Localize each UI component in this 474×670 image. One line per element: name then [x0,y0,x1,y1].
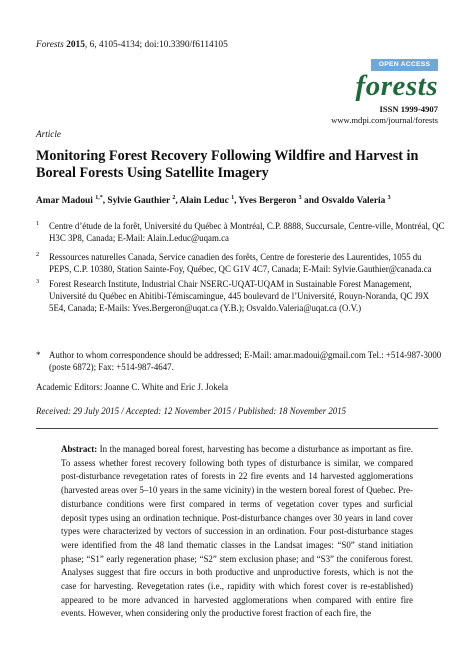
author-affiliation-marker: 3 [298,195,302,201]
abstract-block [61,443,413,621]
affiliation-number: 2 [36,251,40,258]
author-affiliation-marker: 1 [231,195,235,201]
author-name: Amar Madoui [36,196,93,207]
affiliation-text: Forest Research Institute, Industrial Chair NSERC-UQAT-UQAM in Sustainable Forest Management, Université du Québec en Abitibi-Témiscamingue, 445 boulevard de l’Université, Rouyn-Noranda, QC J9X 5E4, Canada; E-Mails: Yves.Bergeron@uqat.ca (Y.B.); Osvaldo.Valeria@uqat.ca (O.V.) [49,279,430,314]
author-name: Sylvie Gauthier [107,196,170,207]
issn-text: ISSN 1999-4907 [379,104,438,114]
author-affiliation-marker: 1,* [95,195,103,201]
open-access-badge: OPEN ACCESS [371,59,438,71]
correspondence-text: Author to whom correspondence should be addressed; E-Mail: amar.madoui@gmail.com Tel.: +514-987-3000 (poste 6872); Fax: +514-987-4647. [49,350,442,373]
journal-url[interactable]: www.mdpi.com/journal/forests [331,115,438,125]
author-affiliation-marker: 2 [172,195,176,201]
affiliation-number: 3 [36,278,40,285]
affiliation-item [36,278,446,315]
affiliation-number: 1 [36,220,40,227]
article-type: Article [36,129,62,139]
correspondence-marker: * [36,350,41,360]
citation-rest: , 6, 4105-4134; doi:10.3390/f6114105 [84,40,228,50]
journal-logo: forests [355,70,438,102]
affiliation-item [36,220,446,244]
affiliation-text: Ressources naturelles Canada, Service canadien des forêts, Centre de foresterie des Laurentides, 1055 du PEPS, C.P. 10380, Station Sainte-Foy, Québec, QC G1V 4C7, Canada; E-Mail: Sylvie.Gauthier@canada.ca [49,252,432,275]
divider-line [36,428,438,429]
citation-year: 2015 [66,40,85,50]
author-affiliation-marker: 3 [387,195,391,201]
publication-dates: Received: 29 July 2015 / Accepted: 12 November 2015 / Published: 18 November 2015 [36,406,347,416]
affiliation-text: Centre d’étude de la forêt, Université du Québec à Montréal, C.P. 8888, Succursale, Centre-ville, Montréal, QC H3C 3P8, Canada; E-Mail: Alain.Leduc@uqam.ca [49,221,445,244]
paper-title: Monitoring Forest Recovery Following Wildfire and Harvest in Boreal Forests Using Satellite Imagery [36,148,419,181]
citation-line [36,40,228,50]
abstract-text: In the managed boreal forest, harvesting has become a disturbance as important as fire. To assess whether forest recovery following both types of disturbance is similar, we compared post-disturbance revegetation rates of forests in 22 fire events and 14 harvested agglomerations (harvested areas over 5–10 years in the same vicinity) in the western boreal forest of Quebec. Pre-disturbance conditions were first compared in terms of vegetation cover types and surficial deposit types using an ordination technique. Post-disturbance changes over 30 years in land cover types were characterized by vectors of succession in an ordination. Four post-disturbance stages were identified from the 48 land thematic classes in the Landsat images: “S0” stand initiation phase; “S1” early regeneration phase; “S2” stem exclusion phase; and “S3” the coniferous forest. Analyses suggest that fire occurs in both productive and unproductive forests, which is not the case for harvesting. Revegetation rates (i.e., rapidity with which forest cover is re-established) appeared to be more advanced in harvested agglomerations when compared with entire fire events. However, when considering only the productive forest fraction of each fire, the [61,444,413,619]
author-name: Alain Leduc [179,196,229,207]
affiliation-item [36,251,446,275]
author-list: Amar Madoui $^{1,*}$, Sylvie Gauthier $^2$, Alain Leduc $^1$, Yves Bergeron $^3$ and Osvaldo Valeria $^3$ [36,195,391,207]
correspondence-note [36,349,446,373]
abstract-label: Abstract: [61,444,98,454]
academic-editors: Academic Editors: Joanne C. White and Eric J. Jokela [36,382,229,392]
citation-journal: Forests [36,40,64,50]
author-name: Yves Bergeron [238,196,297,207]
author-name: Osvaldo Valeria [321,196,386,207]
